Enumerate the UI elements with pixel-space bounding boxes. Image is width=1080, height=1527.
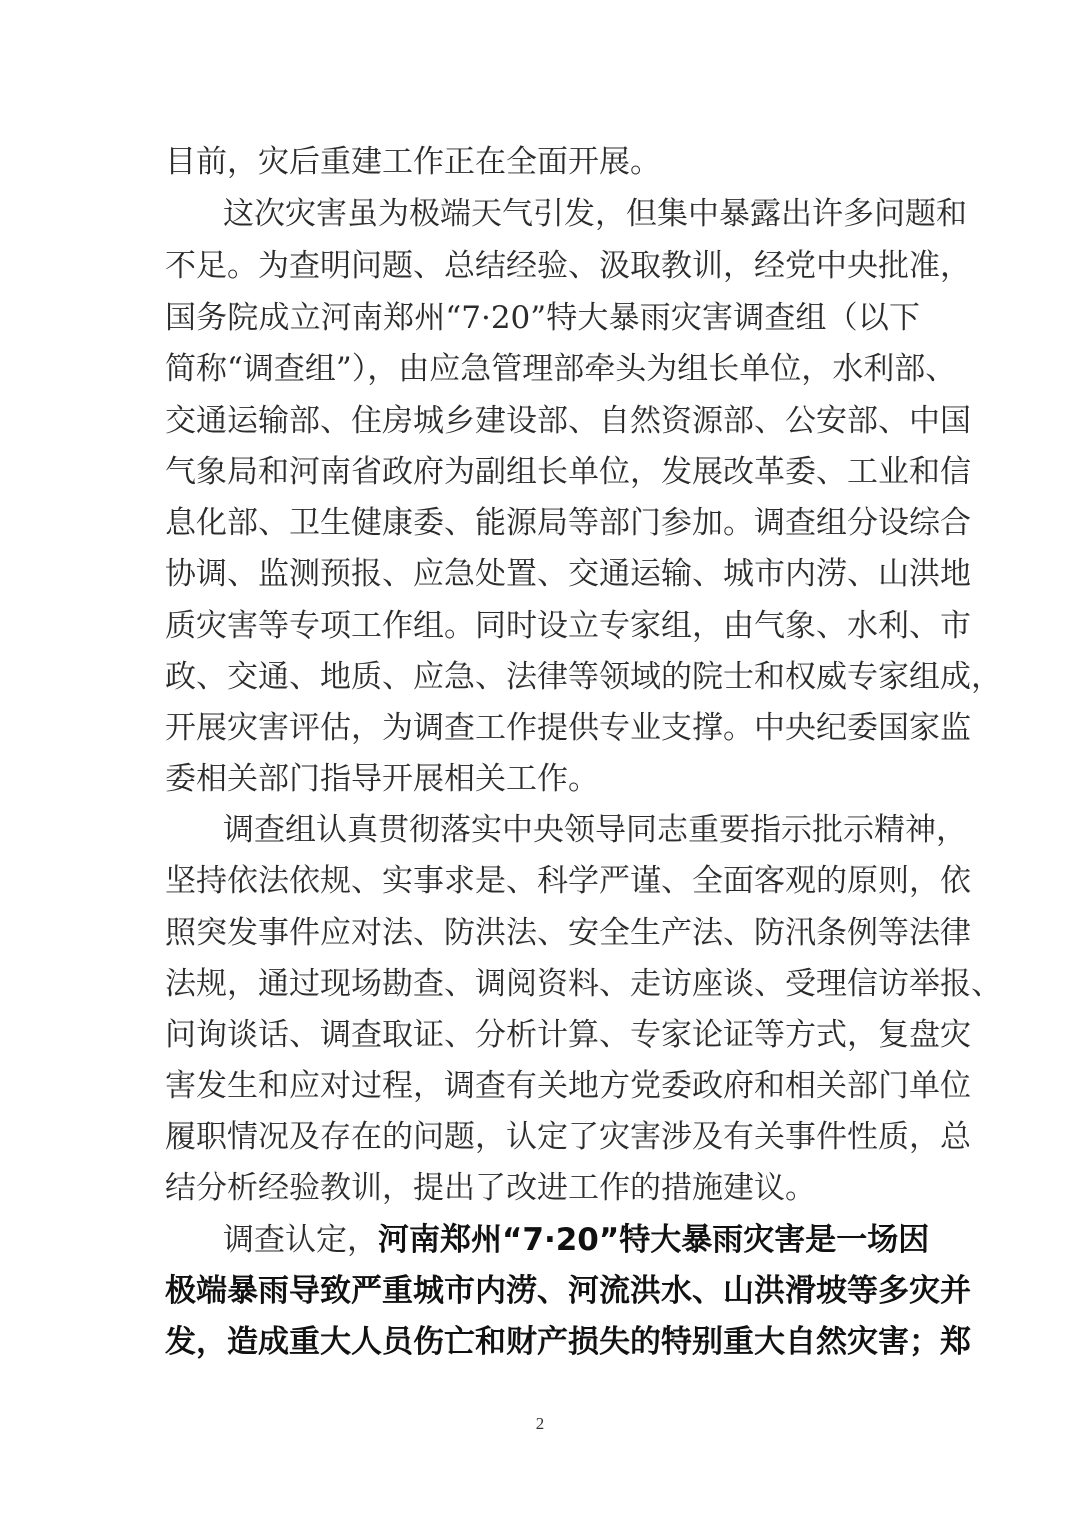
paragraph-start-line: 调查组认真贯彻落实中央领导同志重要指示批示精神，: [223, 812, 967, 848]
page-number: 2: [535, 1414, 545, 1433]
text-line: 问询谈话、调查取证、分析计算、专家论证等方式，复盘灾: [165, 1017, 971, 1053]
paragraph-start-line: 这次灾害虽为极端天气引发，但集中暴露出许多问题和: [223, 196, 967, 232]
text-line: 交通运输部、住房城乡建设部、自然资源部、公安部、中国: [165, 403, 971, 439]
text-line: 坚持依法依规、实事求是、科学严谨、全面客观的原则，依: [165, 863, 971, 899]
text-line: 照突发事件应对法、防洪法、安全生产法、防汛条例等法律: [165, 915, 971, 951]
text-line: 不足。为查明问题、总结经验、汲取教训，经党中央批准，: [165, 248, 971, 284]
text-line: 政、交通、地质、应急、法律等领域的院士和权威专家组成，: [165, 659, 1002, 695]
text-line: 国务院成立河南郑州“7·20”特大暴雨灾害调查组（以下: [165, 300, 920, 336]
text-line: 息化部、卫生健康委、能源局等部门参加。调查组分设综合: [165, 505, 971, 541]
bold-text-line: 发，造成重大人员伤亡和财产损失的特别重大自然灾害；郑: [165, 1324, 971, 1360]
text-line: 协调、监测预报、应急处置、交通运输、城市内涝、山洪地: [165, 556, 971, 592]
text-line: 法规，通过现场勘查、调阅资料、走访座谈、受理信访举报、: [165, 966, 1002, 1002]
paragraph-start-line: [223, 1220, 930, 1260]
text-line: 害发生和应对过程，调查有关地方党委政府和相关部门单位: [165, 1068, 971, 1104]
finding-lead-text: 调查认定，: [223, 1222, 378, 1258]
text-line: 目前，灾后重建工作正在全面开展。: [165, 144, 661, 180]
text-line: 结分析经验教训，提出了改进工作的措施建议。: [165, 1170, 816, 1206]
text-line: 履职情况及存在的问题，认定了灾害涉及有关事件性质，总: [165, 1119, 971, 1155]
text-line: 简称“调查组”），由应急管理部牵头为组长单位，水利部、: [165, 351, 957, 387]
text-line: 质灾害等专项工作组。同时设立专家组，由气象、水利、市: [165, 608, 971, 644]
text-line: 委相关部门指导开展相关工作。: [165, 761, 599, 797]
text-line: 开展灾害评估，为调查工作提供专业支撑。中央纪委国家监: [165, 710, 971, 746]
finding-bold-text: 河南郑州“7·20”特大暴雨灾害是一场因: [378, 1222, 930, 1258]
text-line: 气象局和河南省政府为副组长单位，发展改革委、工业和信: [165, 454, 971, 490]
bold-text-line: 极端暴雨导致严重城市内涝、河流洪水、山洪滑坡等多灾并: [165, 1273, 971, 1309]
